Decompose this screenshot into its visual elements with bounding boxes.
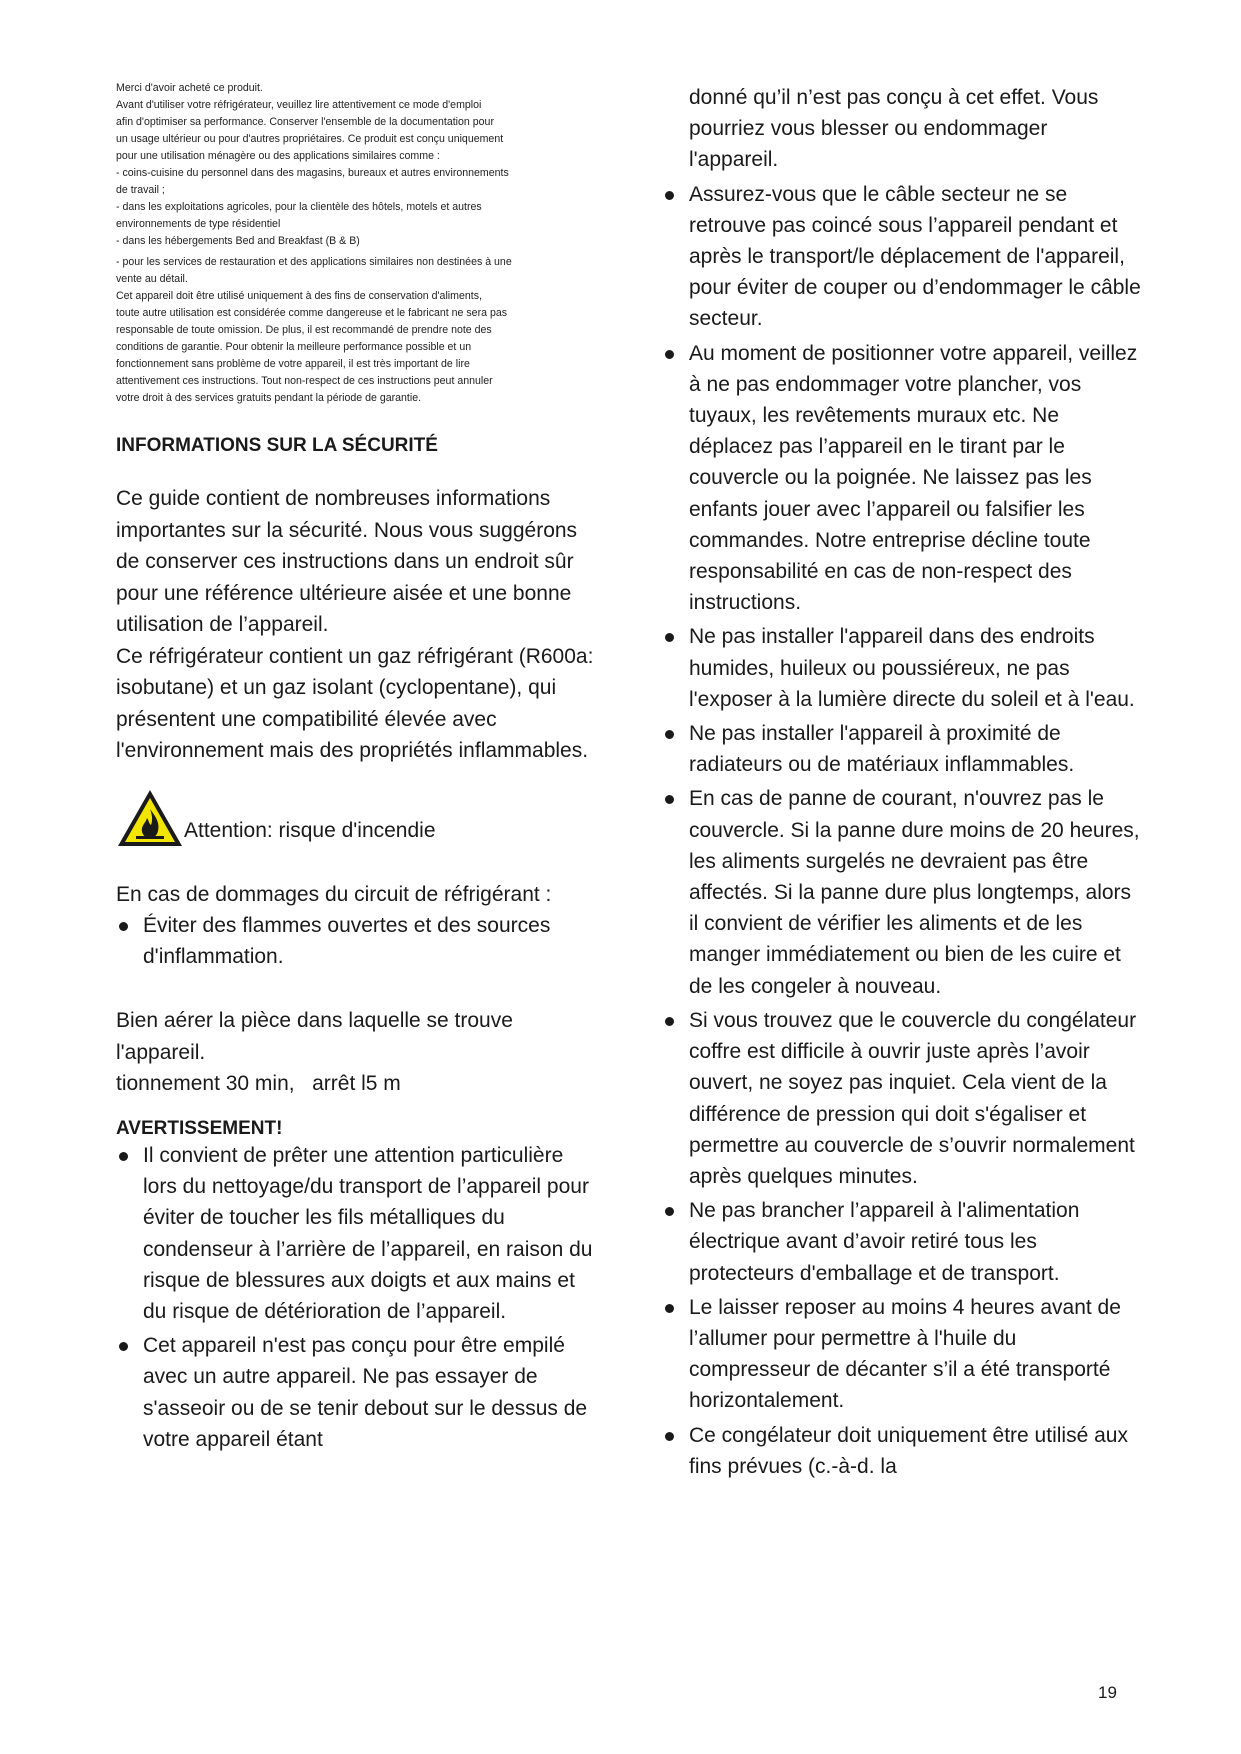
- intro-line: environnements de type résidentiel: [116, 218, 281, 230]
- intro-line: votre droit à des services gratuits pendant la période de garantie.: [116, 392, 422, 404]
- intro-line: Cet appareil doit être utilisé uniquement à des fins de conservation d'aliments,: [116, 290, 482, 302]
- list-item: Cet appareil n'est pas conçu pour être empilé avec un autre appareil. Ne pas essayer de s'asseoir ou de se tenir debout sur le dessus de votre appareil étant: [116, 1330, 602, 1455]
- warning-heading: AVERTISSEMENT!: [116, 1117, 283, 1139]
- circuit-text: En cas de dommages du circuit de réfrigérant :: [116, 882, 552, 906]
- intro-line: - dans les hébergements Bed and Breakfast (B & B): [116, 235, 360, 247]
- circuit-bullet-list: [116, 910, 602, 972]
- list-item: Ne pas installer l'appareil dans des endroits humides, huileux ou poussiéreux, ne pas l'exposer à la lumière directe du soleil et à l'eau.: [662, 621, 1142, 715]
- intro-line: un usage ultérieur ou pour d'autres propriétaires. Ce produit est conçu uniquement: [116, 133, 504, 145]
- intro-block: [116, 80, 602, 407]
- intro-line: attentivement ces instructions. Tout non-respect de ces instructions peut annuler: [116, 375, 493, 387]
- intro-line: Avant d'utiliser votre réfrigérateur, veuillez lire attentivement ce mode d'emploi: [116, 99, 482, 111]
- list-item: Ne pas installer l'appareil à proximité de radiateurs ou de matériaux inflammables.: [662, 718, 1142, 780]
- fire-warning: [116, 779, 602, 849]
- warning-bullet-list: [116, 1140, 602, 1455]
- intro-line: - coins-cuisine du personnel dans des magasins, bureaux et autres environnements: [116, 167, 509, 179]
- intro-line: - dans les exploitations agricoles, pour la clientèle des hôtels, motels et autres: [116, 201, 482, 213]
- warning-bullet-list-continued: [662, 179, 1142, 1482]
- intro-line: conditions de garantie. Pour obtenir la meilleure performance possible et un: [116, 341, 472, 353]
- fire-warning-text: Attention: risque d'incendie: [184, 819, 436, 842]
- intro-line: fonctionnement sans problème de votre appareil, il est très important de lire: [116, 358, 470, 370]
- list-item: Au moment de positionner votre appareil, veillez à ne pas endommager votre plancher, vos tuyaux, les revêtements muraux etc. Ne déplacez pas l’appareil en le tirant par le couvercle ou la poignée. Ne laissez pas les enfants jouer avec l’appareil ou falsifier les commandes. Notre entreprise décline toute responsabilité en cas de non-respect des instructions.: [662, 338, 1142, 619]
- list-item: Ne pas brancher l’appareil à l'alimentation électrique avant d’avoir retiré tous les protecteurs d'emballage et de transport.: [662, 1195, 1142, 1289]
- right-column: [662, 82, 1142, 1485]
- list-item: Ce congélateur doit uniquement être utilisé aux fins prévues (c.-à-d. la: [662, 1420, 1142, 1482]
- intro-line: Merci d'avoir acheté ce produit.: [116, 82, 263, 94]
- page-number: 19: [1098, 1683, 1117, 1702]
- ventilate-text: Bien aérer la pièce dans laquelle se trouve l'appareil.: [116, 1009, 513, 1064]
- flammable-warning-icon: [116, 787, 184, 849]
- intro-line: - pour les services de restauration et des applications similaires non destinées à une: [116, 256, 512, 268]
- intro-line: afin d'optimiser sa performance. Conserver l'ensemble de la documentation pour: [116, 116, 494, 128]
- refrigerant-paragraph: Ce réfrigérateur contient un gaz réfrigérant (R600a: isobutane) et un gaz isolant (cyclopentane), qui présentent une compatibilité élevée avec l'environnement mais des propriétés inflammables.: [116, 644, 594, 762]
- intro-line: vente au détail.: [116, 273, 188, 285]
- list-item: Si vous trouvez que le couvercle du congélateur coffre est difficile à ouvrir juste après l’avoir ouvert, ne soyez pas inquiet. Cela vient de la différence de pression qui doit s'égaliser et permettre au couvercle de s’ouvrir normalement après quelques minutes.: [662, 1005, 1142, 1192]
- list-item: Assurez-vous que le câble secteur ne se retrouve pas coincé sous l’appareil pendant et après le transport/le déplacement de l'appareil, pour éviter de couper ou d’endommager le câble secteur.: [662, 179, 1142, 335]
- safety-paragraph: Ce guide contient de nombreuses informations importantes sur la sécurité. Nous vous suggérons de conserver ces instructions dans un endroit sûr pour une référence ultérieure aisée et une bonne utilisation de l’appareil.: [116, 487, 578, 636]
- list-item: En cas de panne de courant, n'ouvrez pas le couvercle. Si la panne dure moins de 20 heures, les aliments surgelés ne devraient pas être affectés. Si la panne dure plus longtemps, alors il convient de vérifier les aliments et de les manger immédiatement ou bien de les cuire et de les congeler à nouveau.: [662, 783, 1142, 1001]
- safety-heading: INFORMATIONS SUR LA SÉCURITÉ: [116, 435, 438, 456]
- list-item: Il convient de prêter une attention particulière lors du nettoyage/du transport de l’appareil pour éviter de toucher les fils métalliques du condenseur à l’arrière de l’appareil, en raison du risque de blessures aux doigts et aux mains et du risque de détérioration de l’appareil.: [116, 1140, 602, 1327]
- intro-line: pour une utilisation ménagère ou des applications similaires comme :: [116, 150, 440, 162]
- intro-line: responsable de toute omission. De plus, il est recommandé de prendre note des: [116, 324, 492, 336]
- bullet-continuation: donné qu’il n’est pas conçu à cet effet. Vous pourriez vous blesser ou endommager l'appareil.: [689, 86, 1099, 172]
- intro-line: de travail ;: [116, 184, 165, 196]
- left-column: [116, 80, 602, 1458]
- list-item: Éviter des flammes ouvertes et des sources d'inflammation.: [116, 910, 602, 972]
- list-item: Le laisser reposer au moins 4 heures avant de l’allumer pour permettre à l'huile du compresseur de décanter s’il a été transporté horizontalement.: [662, 1292, 1142, 1417]
- intro-line: toute autre utilisation est considérée comme dangereuse et le fabricant ne sera pas: [116, 307, 508, 319]
- timing-text: tionnement 30 min, arrêt l5 m: [116, 1072, 401, 1096]
